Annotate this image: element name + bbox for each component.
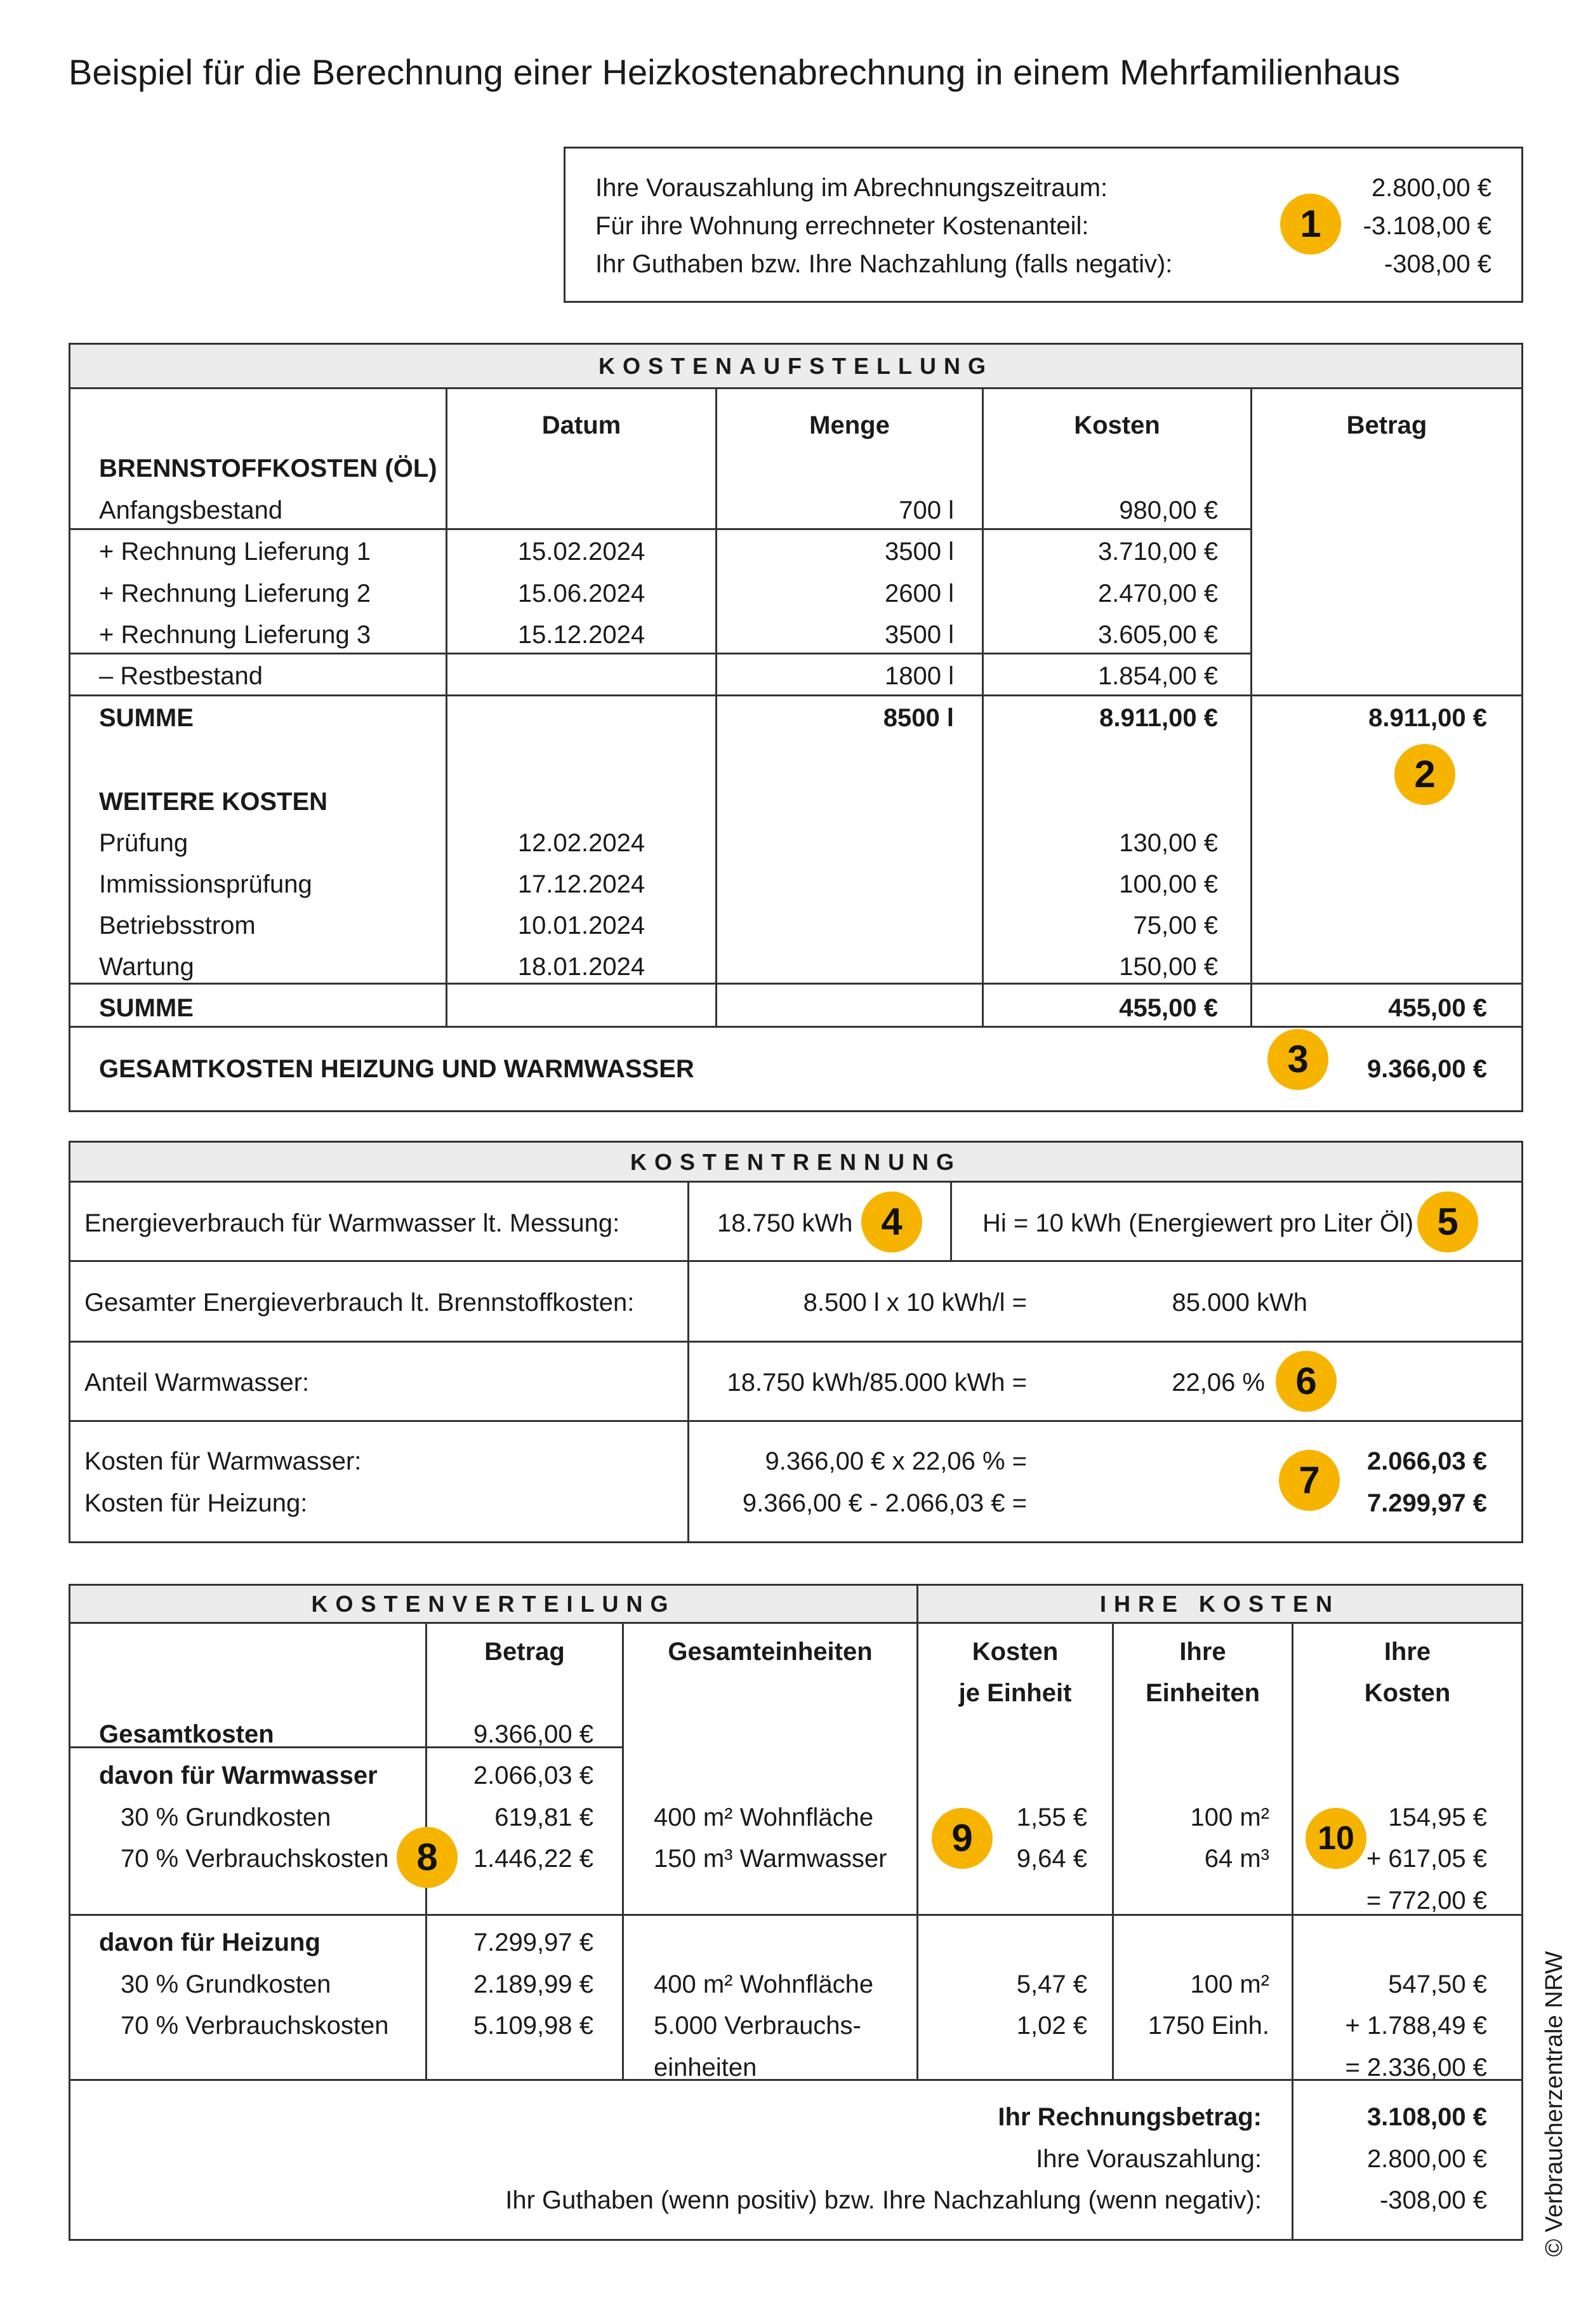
badge-10: 10 — [1306, 1808, 1366, 1869]
badge-4: 4 — [861, 1192, 922, 1252]
guthaben-value: -308,00 € — [1379, 2186, 1487, 2214]
weitere-1-kosten: 130,00 € — [1119, 829, 1218, 857]
summe1-menge: 8500 l — [883, 704, 954, 732]
weitere-4-datum: 18.01.2024 — [517, 953, 645, 981]
gesamtkosten-kv-label: Gesamtkosten — [99, 1720, 274, 1748]
anteil-ww-label: Anteil Warmwasser: — [84, 1369, 310, 1397]
gesamtkosten-value: 9.366,00 € — [1366, 1055, 1487, 1083]
lieferung-1-label: + Rechnung Lieferung 1 — [99, 538, 371, 566]
badge-5: 5 — [1417, 1192, 1478, 1252]
lieferung-1-menge: 3500 l — [885, 538, 954, 566]
gesamt-energie-calc: 8.500 l x 10 kWh/l = — [803, 1289, 1027, 1317]
col-kosten: Kosten — [1074, 411, 1160, 439]
rest-menge: 1800 l — [885, 662, 954, 690]
weitere-1-label: Prüfung — [99, 829, 188, 857]
weitere-2-datum: 17.12.2024 — [517, 870, 645, 898]
rest-label: – Restbestand — [99, 662, 263, 690]
kosten-hz-calc: 9.366,00 € - 2.066,03 € = — [742, 1489, 1027, 1517]
hz-verbr-betrag: 5.109,98 € — [473, 2012, 593, 2040]
page-title: Beispiel für die Berechnung einer Heizkostenabrechnung in einem Mehrfamilienhaus — [69, 52, 1401, 92]
ww-grund-je: 1,55 € — [1016, 1803, 1087, 1831]
summe1-betrag: 8.911,00 € — [1368, 704, 1487, 732]
col-betrag: Betrag — [1346, 411, 1427, 439]
hz-total: = 2.336,00 € — [1345, 2054, 1487, 2082]
gesamt-energie-result: 85.000 kWh — [1172, 1289, 1307, 1317]
kostenaufstellung-header: KOSTENAUFSTELLUNG — [70, 345, 1521, 389]
ww-betrag: 2.066,03 € — [473, 1762, 593, 1789]
badge-9: 9 — [932, 1808, 993, 1869]
lieferung-3-label: + Rechnung Lieferung 3 — [99, 621, 371, 649]
summe2-kosten: 455,00 € — [1119, 994, 1218, 1022]
weitere-2-label: Immissionsprüfung — [99, 870, 312, 898]
ww-grund-label: 30 % Grundkosten — [121, 1803, 331, 1831]
badge-1: 1 — [1280, 194, 1341, 255]
summary-value-3: -308,00 € — [1384, 250, 1491, 278]
summe1-label: SUMME — [99, 704, 194, 732]
hz-verbr-einheiten-2: einheiten — [654, 2054, 757, 2082]
col-ihre-einheiten-2: Einheiten — [1145, 1679, 1260, 1707]
anfang-menge: 700 l — [899, 496, 954, 524]
col-ihre-kosten-2: Kosten — [1364, 1679, 1451, 1707]
kosten-hz-result: 7.299,97 € — [1366, 1489, 1487, 1517]
gesamt-energie-label: Gesamter Energieverbrauch lt. Brennstoffkosten: — [84, 1289, 635, 1317]
ww-label: davon für Warmwasser — [99, 1762, 378, 1789]
gesamtkosten-label: GESAMTKOSTEN HEIZUNG UND WARMWASSER — [99, 1055, 694, 1083]
anteil-ww-calc: 18.750 kWh/85.000 kWh = — [727, 1369, 1027, 1397]
col-gesamteinheiten: Gesamteinheiten — [668, 1638, 873, 1666]
col-datum: Datum — [541, 411, 621, 439]
ww-verbr-je: 9,64 € — [1016, 1845, 1087, 1873]
badge-6: 6 — [1276, 1351, 1337, 1412]
weitere-4-label: Wartung — [99, 953, 194, 981]
kosten-hz-label: Kosten für Heizung: — [84, 1489, 308, 1517]
hz-grund-einheiten: 400 m² Wohnfläche — [654, 1970, 874, 1998]
hz-grund-ihre: 100 m² — [1190, 1970, 1269, 1998]
hz-grund-kosten: 547,50 € — [1388, 1970, 1487, 1998]
badge-3: 3 — [1267, 1029, 1328, 1090]
col-betrag-kv: Betrag — [484, 1638, 565, 1666]
lieferung-3-datum: 15.12.2024 — [517, 621, 645, 649]
summary-label-3: Ihr Guthaben bzw. Ihre Nachzahlung (falls negativ): — [595, 250, 1173, 278]
kostenverteilung-header: KOSTENVERTEILUNG — [70, 1586, 916, 1624]
summary-value-1: 2.800,00 € — [1371, 174, 1491, 202]
summe2-betrag: 455,00 € — [1388, 994, 1487, 1022]
hz-label: davon für Heizung — [99, 1929, 321, 1956]
section-brennstoff: BRENNSTOFFKOSTEN (ÖL) — [99, 455, 437, 482]
ww-verbrauch-label: Energieverbrauch für Warmwasser lt. Messung: — [84, 1209, 620, 1237]
summary-label-1: Ihre Vorauszahlung im Abrechnungszeitraum: — [595, 174, 1108, 202]
lieferung-2-menge: 2600 l — [885, 580, 954, 608]
kosten-ww-calc: 9.366,00 € x 22,06 % = — [765, 1447, 1027, 1475]
summe2-label: SUMME — [99, 994, 194, 1022]
summary-value-2: -3.108,00 € — [1363, 212, 1491, 240]
col-menge: Menge — [809, 411, 890, 439]
hi-note: Hi = 10 kWh (Energiewert pro Liter Öl) — [982, 1209, 1414, 1237]
rest-kosten: 1.854,00 € — [1097, 662, 1218, 690]
gesamtkosten-kv-betrag: 9.366,00 € — [473, 1720, 593, 1748]
ww-verbr-einheiten: 150 m³ Warmwasser — [654, 1845, 887, 1873]
anfang-kosten: 980,00 € — [1119, 496, 1218, 524]
kosten-ww-label: Kosten für Warmwasser: — [84, 1447, 362, 1475]
weitere-1-datum: 12.02.2024 — [517, 829, 645, 857]
ww-grund-betrag: 619,81 € — [494, 1803, 593, 1831]
anteil-ww-result: 22,06 % — [1172, 1369, 1265, 1397]
weitere-4-kosten: 150,00 € — [1119, 953, 1218, 981]
rechnungsbetrag-value: 3.108,00 € — [1366, 2103, 1487, 2131]
kostentrennung-header: KOSTENTRENNUNG — [70, 1143, 1521, 1183]
lieferung-2-kosten: 2.470,00 € — [1097, 580, 1218, 608]
ww-verbr-kosten: + 617,05 € — [1366, 1845, 1487, 1873]
badge-8: 8 — [397, 1827, 458, 1888]
hz-verbr-einheiten: 5.000 Verbrauchs- — [654, 2012, 861, 2040]
anfang-label: Anfangsbestand — [99, 496, 283, 524]
hz-verbr-je: 1,02 € — [1016, 2012, 1087, 2040]
hz-verbr-label: 70 % Verbrauchskosten — [121, 2012, 389, 2040]
lieferung-3-kosten: 3.605,00 € — [1097, 621, 1218, 649]
ww-total: = 772,00 € — [1366, 1887, 1487, 1915]
weitere-3-datum: 10.01.2024 — [517, 912, 645, 940]
lieferung-1-datum: 15.02.2024 — [517, 538, 645, 566]
summary-label-2: Für ihre Wohnung errechneter Kostenanteil: — [595, 212, 1089, 240]
hz-verbr-ihre: 1750 Einh. — [1147, 2012, 1269, 2040]
col-ihre-einheiten-1: Ihre — [1179, 1638, 1226, 1666]
badge-7: 7 — [1279, 1450, 1340, 1511]
ww-verbr-ihre: 64 m³ — [1204, 1845, 1269, 1873]
ww-grund-einheiten: 400 m² Wohnfläche — [654, 1803, 874, 1831]
vorauszahlung-label: Ihre Vorauszahlung: — [1036, 2145, 1262, 2173]
ihre-kosten-header: IHRE KOSTEN — [918, 1586, 1521, 1624]
hz-grund-betrag: 2.189,99 € — [473, 1970, 593, 1998]
badge-2: 2 — [1394, 744, 1455, 805]
weitere-3-kosten: 75,00 € — [1133, 912, 1218, 940]
col-kosten-je-2: je Einheit — [958, 1679, 1072, 1707]
lieferung-2-label: + Rechnung Lieferung 2 — [99, 580, 371, 608]
ww-grund-kosten: 154,95 € — [1388, 1803, 1487, 1831]
kosten-ww-result: 2.066,03 € — [1366, 1447, 1487, 1475]
ww-grund-ihre: 100 m² — [1190, 1803, 1269, 1831]
ww-verbr-betrag: 1.446,22 € — [473, 1845, 593, 1873]
vorauszahlung-value: 2.800,00 € — [1366, 2145, 1487, 2173]
hz-betrag: 7.299,97 € — [473, 1929, 593, 1956]
weitere-3-label: Betriebsstrom — [99, 912, 256, 940]
lieferung-1-kosten: 3.710,00 € — [1097, 538, 1218, 566]
weitere-2-kosten: 100,00 € — [1119, 870, 1218, 898]
section-weitere: WEITERE KOSTEN — [99, 788, 328, 816]
rechnungsbetrag-label: Ihr Rechnungsbetrag: — [998, 2103, 1262, 2131]
hz-grund-label: 30 % Grundkosten — [121, 1970, 331, 1998]
ww-verbr-label: 70 % Verbrauchskosten — [121, 1845, 389, 1873]
hz-verbr-kosten: + 1.788,49 € — [1345, 2012, 1487, 2040]
col-ihre-kosten-1: Ihre — [1384, 1638, 1431, 1666]
col-kosten-je-1: Kosten — [972, 1638, 1059, 1666]
copyright: © Verbraucherzentrale NRW — [1541, 1951, 1568, 2257]
summe1-kosten: 8.911,00 € — [1099, 704, 1218, 732]
guthaben-label: Ihr Guthaben (wenn positiv) bzw. Ihre Nachzahlung (wenn negativ): — [505, 2186, 1262, 2214]
hz-grund-je: 5,47 € — [1016, 1970, 1087, 1998]
lieferung-2-datum: 15.06.2024 — [517, 580, 645, 608]
ww-verbrauch-value: 18.750 kWh — [717, 1209, 853, 1237]
lieferung-3-menge: 3500 l — [885, 621, 954, 649]
